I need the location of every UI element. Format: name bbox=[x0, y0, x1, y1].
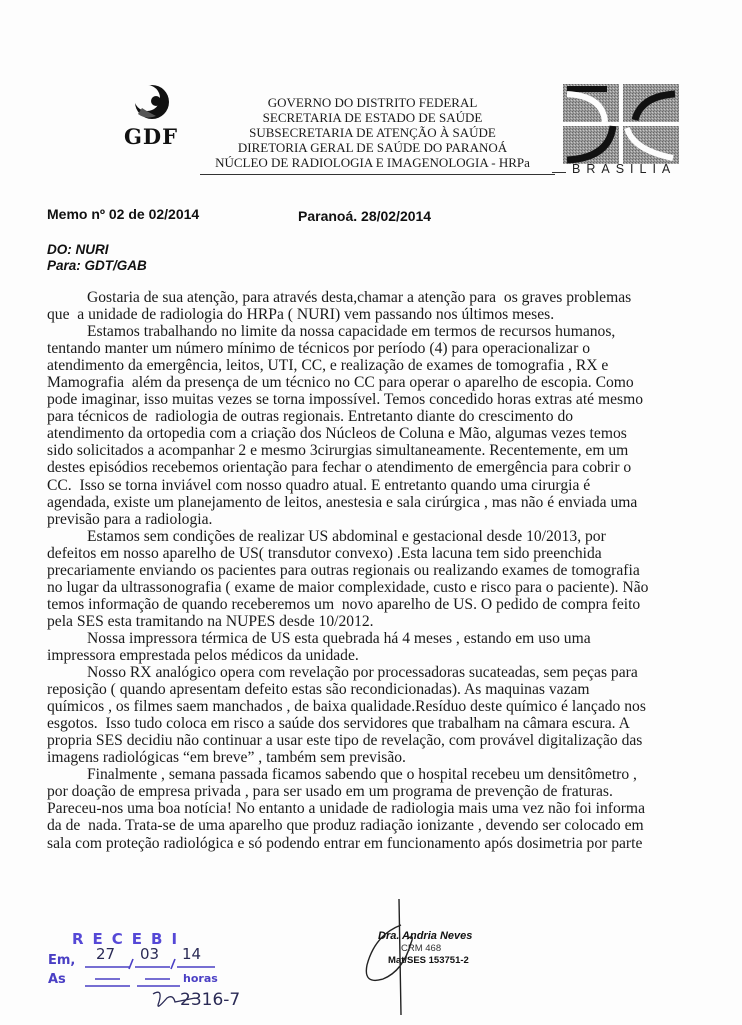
memo-from: DO: NURI bbox=[47, 242, 109, 257]
body-line: tentando manter um número mínimo de técnicos por período (4) para operacionalizar o bbox=[47, 340, 590, 358]
memo-place-date: Paranoá. 28/02/2014 bbox=[298, 208, 432, 224]
body-line: precariamente enviando os pacientes para outras regionais ou realizando exames de tomografia bbox=[47, 561, 640, 579]
stamp-date-year: 14 bbox=[182, 945, 202, 963]
body-line: Estamos trabalhando no limite da nossa capacidade em termos de recursos humanos, bbox=[87, 323, 616, 341]
body-line: esgotos. Isso tudo coloca em risco a saúde dos servidores que trabalham na câmara escura. A bbox=[47, 715, 630, 733]
header-line: DIRETORIA GERAL DE SAÚDE DO PARANOÁ bbox=[237, 140, 508, 155]
brasilia-logo-icon bbox=[563, 84, 683, 164]
body-line: Nosso RX analógico opera com revelação por processadoras sucateadas, sem peças para bbox=[87, 664, 638, 682]
body-line: por doação de empresa privada , para ser usado em um programa de prevenção de fraturas. bbox=[47, 783, 613, 801]
body-line: Gostaria de sua atenção, para através desta,chamar a atenção para os graves problemas bbox=[87, 289, 632, 306]
body-line: imagens radiológicas “em breve” , também sem previsão. bbox=[47, 749, 406, 767]
received-stamp-title: RECEBI bbox=[72, 930, 187, 948]
gdf-logo-text: GDF bbox=[123, 124, 179, 149]
signature-name: Dra. Andria Neves bbox=[378, 930, 473, 942]
signature-mat: Mat/SES 153751-2 bbox=[388, 955, 469, 966]
header-line: GOVERNO DO DISTRITO FEDERAL bbox=[267, 95, 478, 110]
body-line: CC. Isso se torna inviável com nosso quadro atual. E entretanto quando uma cirurgia é bbox=[47, 476, 591, 494]
body-line: defeitos em nosso aparelho de US( transdutor convexo) .Esta lacuna tem sido preenchida bbox=[47, 544, 602, 562]
stamp-em-label: Em, bbox=[48, 953, 76, 968]
header-line: NÚCLEO DE RADIOLOGIA E IMAGENOLOGIA - HRPa bbox=[215, 155, 530, 170]
body-line: previsão para a radiologia. bbox=[47, 510, 213, 528]
memo-body bbox=[47, 289, 737, 852]
stamp-date-month: 03 bbox=[140, 945, 160, 963]
body-line: temos informação de quando receberemos um novo aparelho de US. O pedido de compra feito bbox=[47, 595, 641, 613]
memo-to: Para: GDT/GAB bbox=[47, 258, 147, 273]
body-line: atendimento da emergência, leitos, UTI, CC, e realização de exames de tomografia , RX e bbox=[47, 357, 609, 375]
signature-crm: CRM 468 bbox=[401, 943, 442, 954]
body-line: químicos , os filmes saem manchados , de baixa qualidade.Resíduo deste químico é lançado nos bbox=[47, 698, 646, 716]
body-line: Pareceu-nos uma boa notícia! No entanto a unidade de radiologia mais uma vez não foi informa bbox=[47, 800, 645, 818]
body-line: Finalmente , semana passada ficamos sabendo que o hospital recebeu um densitômetro , bbox=[87, 766, 637, 784]
brasilia-logo-text: BRASILIA bbox=[572, 162, 677, 176]
body-line: para técnicos de radiologia de outras regionais. Entretanto diante do crescimento do bbox=[47, 408, 574, 426]
body-line: Nossa impressora térmica de US esta quebrada há 4 meses , estando em uso uma bbox=[87, 629, 591, 647]
body-line: sido solicitados a acompanhar 2 e mesmo 3cirurgias simultaneamente. Recentemente, em um bbox=[47, 442, 629, 460]
body-line: que a unidade de radiologia do HRPa ( NURI) vem passando nos últimos meses. bbox=[47, 306, 555, 324]
body-line: propria SES decidiu não continuar a usar este tipo de revelação, com provável digitalização das bbox=[47, 732, 643, 750]
received-stamp-lines bbox=[45, 932, 305, 1024]
body-line: agendada, existe um planejamento de leitos, anestesia e sala cirúrgica , mas não é enviada uma bbox=[47, 493, 638, 511]
body-line: Mamografia além da presença de um técnico no CC para operar o aparelho de escopia. Como bbox=[47, 374, 634, 392]
header-divider bbox=[200, 174, 555, 175]
body-line: no lugar da ultrassonografia ( exame de maior complexidade, custo e risco para o paciente). Não bbox=[47, 578, 649, 596]
header-institution bbox=[200, 95, 545, 170]
body-line: destes episódios recebemos orientação para fechar o atendimento de emergência para cobrir o bbox=[47, 459, 632, 477]
body-line: da de nada. Trata-se de uma aparelho que produz radiação ionizante , devendo ser colocado em bbox=[47, 817, 644, 835]
body-line: atendimento da ortopedia com a criação dos Núcleos de Coluna e Mão, algumas vezes temos bbox=[47, 425, 627, 443]
memo-number: Memo nº 02 de 02/2014 bbox=[47, 206, 200, 222]
body-line: impressora emprestada pelos médicos da unidade. bbox=[47, 646, 359, 664]
stamp-as-label: As bbox=[48, 972, 66, 987]
header-line: SUBSECRETARIA DE ATENÇÃO À SAÚDE bbox=[249, 125, 496, 140]
body-line: pode imaginar, isso muitas vezes se torna impossível. Temos concedido horas extras até mesmo bbox=[47, 391, 644, 409]
header-line: SECRETARIA DE ESTADO DE SAÚDE bbox=[262, 110, 483, 125]
handwritten-signature-icon bbox=[355, 895, 445, 1025]
body-line: sala com proteção radiológica e só podendo entrar em funcionamento após dosimetria por parte bbox=[47, 834, 643, 852]
body-line: Estamos sem condições de realizar US abdominal e gestacional desde 10/2013, por bbox=[87, 527, 606, 545]
handwritten-number: 2316-7 bbox=[180, 990, 241, 1010]
stamp-date-day: 27 bbox=[96, 945, 116, 963]
body-line: pela SES esta tramitando na NUPES desde 10/2012. bbox=[47, 612, 374, 630]
memo-addressing bbox=[47, 242, 147, 274]
stamp-horas-label: horas bbox=[183, 972, 218, 985]
brasilia-divider bbox=[552, 172, 566, 173]
body-line: reposição ( quando apresentam defeito estas são recondicionadas). As maquinas vazam bbox=[47, 681, 590, 699]
